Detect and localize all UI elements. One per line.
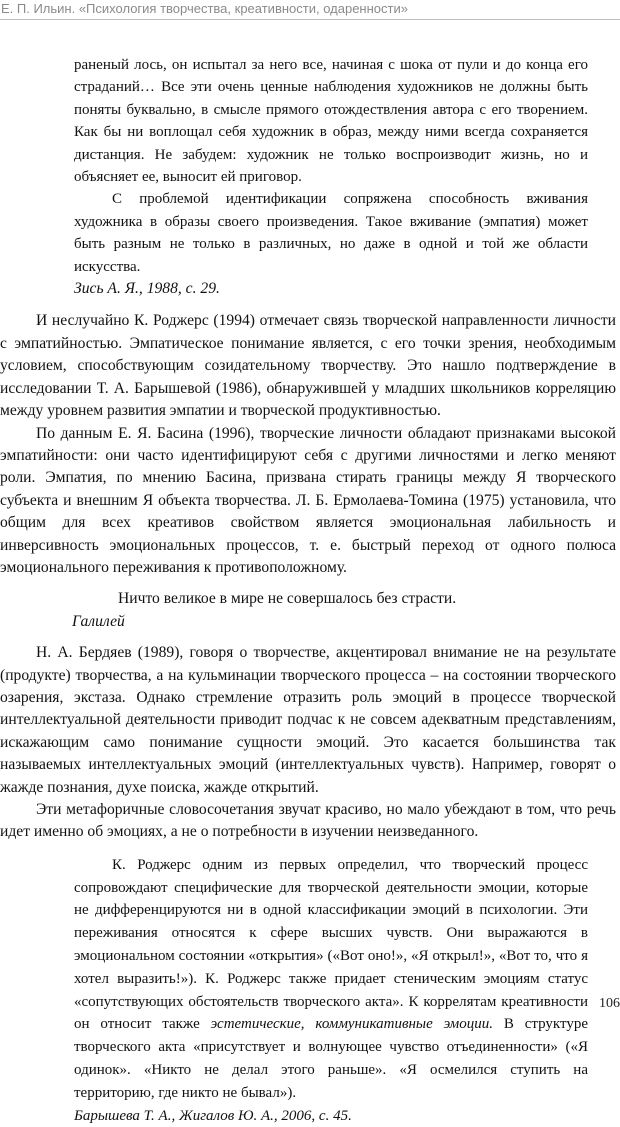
page-content [0, 54, 620, 1127]
page-number: 106 [599, 996, 620, 1011]
quote2-citation: Барышева Т. А., Жигалов Ю. А., 2006, с. 45. [74, 1107, 352, 1124]
epigraph-text: Ничто великое в мире не совершалось без страсти. [118, 590, 457, 608]
quote-block-1 [0, 54, 620, 278]
body-paragraph-3: Н. А. Бердяев (1989), говоря о творчестве, акцентировал внимание не на результате (продукте) творчества, а на кульминации творческого процесса – на состоянии творческого озарения, экстаза. Однако стремление отразить роль эмоций в процессе творческой интеллектуальной деятельности приводит подчас к не совсем адекватным представлениям, искажающим само понимание сущности эмоций. Это касается большинства так называемых интеллектуальных эмоций (интеллектуальных чувств). Например, говорят о жажде познания, духе поиска, жажде открытий. [0, 644, 616, 796]
body-paragraph-1: И неслучайно К. Роджерс (1994) отмечает связь творческой направленности личности с эмпатийностью. Эмпатическое понимание является, с его точки зрения, необходимым условием, способствующим созидательному творчеству. Это нашло подтверждение в исследовании Т. А. Барышевой (1986), обнаружившей у младших школьников корреляцию между уровнем развития эмпатии и творческой продуктивностью. [0, 312, 616, 420]
quote1-paragraph-2: С проблемой идентификации сопряжена способность вживания художника в образы своего произведения. Такое вживание (эмпатия) может быть разным не только в различных, но даже в одной и той же области искусства. [74, 191, 588, 275]
quote2-text-1: К. Роджерс одним из первых определил, что творческий процесс сопровождают специфические для творческой деятельности эмоции, которые не дифференцируются ни в одной классификации эмоций в психологии. Эти переживания относятся к сфере высших чувств. Они выражаются в эмоциональном состоянии «открытия» («Вот оно!», «Я открыл!», «Вот то, что я хотел выразить!»). К. Роджерс также придает стеническим эмоциям статус «сопутствующих обстоятельств творческого акта». К коррелятам креативности он относит также [74, 856, 588, 1033]
quote2-italic-phrase: эстетические, коммуникативные эмоции. [210, 1016, 493, 1033]
body-paragraph-4: Эти метафоричные словосочетания звучат красиво, но мало убеждают в том, что речь идет именно об эмоциях, а не о потребности в изучении неизведанного. [0, 801, 616, 841]
quote1-citation: Зись А. Я., 1988, с. 29. [74, 280, 220, 298]
main-text-2 [0, 642, 620, 844]
quote2-paragraph [74, 854, 588, 1105]
body-paragraph-2: По данным Е. Я. Басина (1996), творческие личности обладают признаками высокой эмпатийности: они часто идентифицируют себя с другими личностями и легко меняют роли. Эмпатия, по мнению Басина, призвана стирать границы между Я творческого субъекта и внешним Я объекта творчества. Л. Б. Ермолаева-Томина (1975) установила, что общим для всех креативов свойством является эмоциональная лабильность и инверсивность эмоциональных процессов, т. е. быстрый переход от одного полюса эмоционального переживания к противоположному. [0, 424, 616, 576]
main-text-1 [0, 310, 620, 579]
epigraph-author: Галилей [72, 612, 125, 630]
header-rule [0, 19, 620, 20]
quote2-text-2: В структуре творческого акта «присутствует и волнующее чувство отъединенности» («Я одинок». «Никто не делал этого раньше». «Я осмелился ступить на территорию, где никто не бывал»). [74, 1016, 588, 1101]
epigraph [0, 588, 620, 633]
quote1-paragraph-1: раненый лось, он испытал за него все, начиная с шока от пули и до конца его страданий… Все эти очень ценные наблюдения художников не должны быть поняты буквально, в смысле прямого отождествления автора с его творением. Как бы ни воплощал себя художник в образ, между ними всегда сохраняется дистанция. Не забудем: художник не только воспроизводит жизнь, но и объясняет ее, выносит ей приговор. [74, 57, 588, 186]
quote-block-2 [0, 854, 620, 1127]
running-head: Е. П. Ильин. «Психология творчества, креативности, одаренности» [1, 1, 408, 16]
